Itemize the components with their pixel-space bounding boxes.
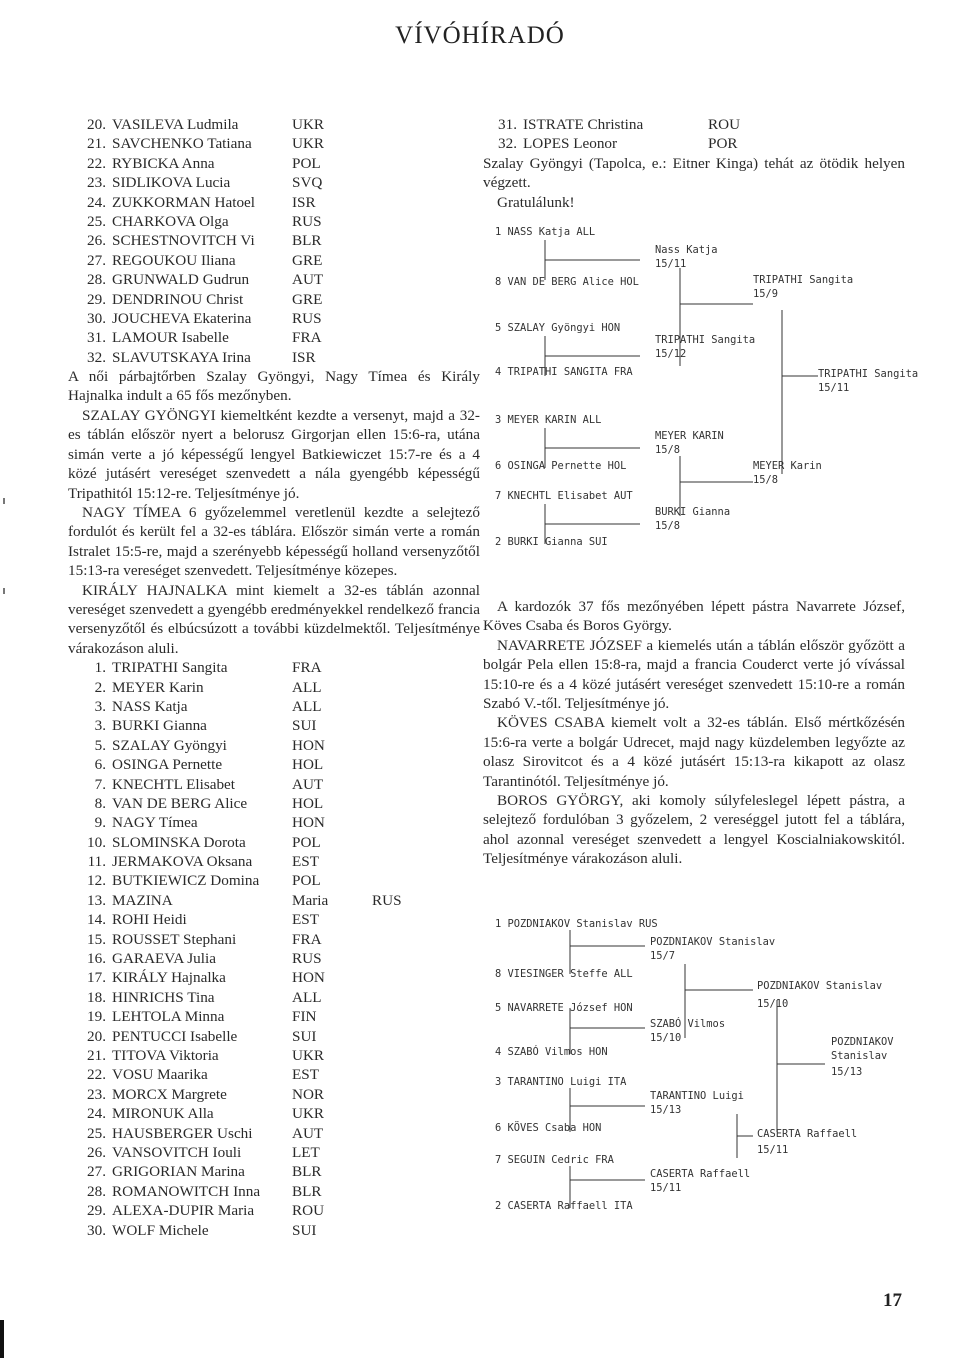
ranking-row — [68, 1065, 480, 1084]
bracket-score: 15/10 — [650, 1032, 682, 1044]
ranking-row — [68, 1143, 480, 1162]
bracket-entrant: 3 TARANTINO Luigi ITA — [495, 1076, 627, 1088]
rank-number: 26. — [87, 1143, 106, 1161]
fencer-name: VANSOVITCH Iouli — [112, 1143, 242, 1161]
bracket-winner: POZDNIAKOV Stanislav — [650, 936, 776, 948]
sabre-intro-paragraph: A kardozók 37 fős mezőnyében lépett pástra Navarrete József, Köves Csaba és Boros György. — [483, 598, 905, 635]
ranking-row — [483, 115, 905, 134]
rank-number: 14. — [87, 911, 106, 929]
ranking-row — [68, 871, 480, 890]
ranking-row — [68, 251, 480, 270]
fencer-name: CHARKOVA Olga — [112, 212, 229, 230]
bracket-entrant: 3 MEYER KARIN ALL — [495, 414, 602, 426]
fencer-name: GARAEVA Julia — [112, 950, 216, 968]
rank-number: 1. — [94, 659, 106, 677]
fencer-name: VAN DE BERG Alice — [112, 794, 248, 812]
fencer-name: VASILEVA Ludmila — [112, 116, 239, 133]
fencer-name: JOUCHEVA Ekaterina — [112, 309, 252, 327]
fencer-name: MORCX Margrete — [112, 1085, 227, 1103]
bracket-final-winner: POZDNIAKOV — [831, 1036, 894, 1048]
fencer-nation: RUS — [292, 950, 322, 968]
fencer-nation: RUS — [292, 309, 322, 327]
rank-number: 10. — [87, 833, 106, 851]
fencer-name: GRUNWALD Gudrun — [112, 271, 250, 289]
bracket-semifinal-winner: CASERTA Raffaell — [757, 1128, 858, 1140]
bracket-score: 15/9 — [753, 288, 779, 300]
ranking-row — [68, 1104, 480, 1123]
rank-number: 9. — [94, 814, 106, 832]
fencer-nation: ISR — [292, 348, 316, 366]
fencer-nation-extra: RUS — [372, 891, 402, 909]
fencer-nation: AUT — [292, 1124, 324, 1142]
rank-number: 11. — [87, 853, 106, 871]
ranking-row — [68, 231, 480, 250]
fencer-name: ROUSSET Stephani — [112, 930, 237, 948]
rank-number: 19. — [87, 1008, 106, 1026]
fencer-nation: BLR — [292, 232, 322, 250]
rank-number: 32. — [498, 135, 517, 153]
fencer-nation: EST — [292, 853, 320, 871]
fencer-nation: ALL — [292, 697, 322, 715]
rank-number: 29. — [87, 1202, 106, 1220]
rank-number: 8. — [94, 794, 106, 812]
fencer-name: TRIPATHI Sangita — [112, 659, 228, 677]
fencer-nation: BLR — [292, 1163, 322, 1181]
fencer-name: ALEXA-DUPIR Maria — [112, 1202, 255, 1220]
men-sabre-bracket — [495, 918, 925, 1218]
fencer-nation: UKR — [292, 1046, 325, 1064]
ranking-row — [68, 658, 480, 677]
bracket-score: 15/10 — [757, 998, 789, 1010]
fencer-name: KIRÁLY Hajnalka — [112, 969, 226, 987]
bracket-entrant: 6 OSINGA Pernette HOL — [495, 460, 627, 472]
ranking-row — [68, 1221, 480, 1240]
ranking-row — [68, 949, 480, 968]
right-column-sabre-text — [483, 597, 905, 869]
fencer-name: NASS Katja — [112, 697, 188, 715]
rank-number: 3. — [94, 717, 106, 735]
ranking-row — [68, 1201, 480, 1220]
fencer-nation: POL — [292, 872, 321, 890]
bracket-winner: TRIPATHI Sangita — [655, 334, 756, 346]
ranking-row — [68, 309, 480, 328]
fencer-name: VOSU Maarika — [112, 1066, 208, 1084]
fencer-nation: POL — [292, 833, 321, 851]
fencer-nation: ROU — [708, 116, 741, 133]
fencer-nation: ROU — [292, 1202, 325, 1220]
fencer-name: TITOVA Viktoria — [112, 1046, 219, 1064]
scan-edge-mark — [3, 588, 5, 594]
rank-number: 20. — [87, 1027, 106, 1045]
fencer-name: GRIGORIAN Marina — [112, 1163, 245, 1181]
bracket-entrant: 1 POZDNIAKOV Stanislav RUS — [495, 918, 658, 930]
fencer-nation: AUT — [292, 775, 324, 793]
women-ranking-end — [483, 115, 905, 154]
rank-number: 20. — [87, 116, 106, 133]
ranking-row — [68, 173, 480, 192]
fencer-name: SLOMINSKA Dorota — [112, 833, 246, 851]
fencer-nation: Maria — [292, 891, 329, 909]
ranking-row — [68, 1124, 480, 1143]
ranking-row — [68, 930, 480, 949]
ranking-row — [68, 716, 480, 735]
ranking-row — [68, 212, 480, 231]
ranking-row — [68, 775, 480, 794]
bracket-score: 15/8 — [655, 520, 681, 532]
fencer-name: HINRICHS Tina — [112, 988, 215, 1006]
bracket-winner: MEYER KARIN — [655, 430, 724, 442]
ranking-row — [68, 988, 480, 1007]
fencer-name: PENTUCCI Isabelle — [112, 1027, 238, 1045]
bracket-entrant: 7 KNECHTL Elisabet AUT — [495, 490, 633, 502]
rank-number: 15. — [87, 930, 106, 948]
fencer-nation: HON — [292, 736, 325, 754]
fencer-nation: FRA — [292, 329, 322, 347]
fencer-name: SIDLIKOVA Lucia — [112, 174, 231, 192]
fencer-name: LOPES Leonor — [523, 135, 618, 153]
bracket-entrant: 8 VAN DE BERG Alice HOL — [495, 276, 639, 288]
ranking-row — [68, 852, 480, 871]
bracket-entrant: 2 BURKI Gianna SUI — [495, 536, 608, 548]
bracket-score: 15/13 — [650, 1104, 682, 1116]
fencer-nation: FRA — [292, 659, 322, 677]
fencer-name: ZUKKORMAN Hatoel — [112, 193, 255, 211]
ranking-row — [68, 134, 480, 153]
fencer-name: NAGY Tímea — [112, 814, 198, 832]
ranking-row — [68, 1007, 480, 1026]
bracket-score: 15/8 — [655, 444, 681, 456]
rank-number: 3. — [94, 697, 106, 715]
kiraly-paragraph: KIRÁLY HAJNALKA mint kiemelt a 32-es táblán azonnal vereséget szenvedett a gyengébb eredményekkel rendelkező francia versenyzőtől és elbúcsúzott a további küzdelmektől. Teljesítménye várakozáson aluli. — [68, 581, 480, 657]
ranking-row — [68, 328, 480, 347]
fencer-name: SAVCHENKO Tatiana — [112, 135, 252, 153]
ranking-row — [68, 154, 480, 173]
fencer-name: ROHI Heidi — [112, 911, 187, 929]
fencer-name: BUTKIEWICZ Domina — [112, 872, 260, 890]
fencer-name: MAZINA — [112, 891, 173, 909]
bracket-score: 15/12 — [655, 348, 687, 360]
boros-paragraph: BOROS GYÖRGY, aki komoly súlyfeleslegel lépett pástra, a selejtező fordulóban 3 győzelem, 2 vereséggel jutott fel a táblára, ahol azonnal vereséget szenvedett a lengyel Koscialniakowskitól. Teljesítménye várakozáson aluli. — [483, 792, 905, 868]
rank-number: 27. — [87, 251, 106, 269]
fencer-name: BURKI Gianna — [112, 717, 207, 735]
bracket-entrant: 8 VIESINGER Steffe ALL — [495, 968, 633, 980]
bracket-score: 15/13 — [831, 1066, 863, 1078]
fencer-nation: BLR — [292, 1182, 322, 1200]
bracket-score: 15/11 — [650, 1182, 682, 1194]
bracket-winner: CASERTA Raffaell — [650, 1168, 751, 1180]
ranking-row — [68, 1027, 480, 1046]
rank-number: 30. — [87, 1221, 106, 1239]
fencer-nation: ALL — [292, 988, 322, 1006]
fencer-name: OSINGA Pernette — [112, 756, 223, 774]
bracket-entrant: 5 SZALAY Gyöngyi HON — [495, 322, 621, 334]
ranking-row — [68, 813, 480, 832]
bracket-score: 15/11 — [655, 258, 687, 270]
ranking-row — [68, 678, 480, 697]
bracket-entrant: 5 NAVARRETE József HON — [495, 1002, 633, 1014]
rank-number: 31. — [498, 116, 517, 133]
ranking-row — [68, 115, 480, 134]
rank-number: 18. — [87, 988, 106, 1006]
fencer-nation: AUT — [292, 271, 324, 289]
rank-number: 24. — [87, 193, 106, 211]
nagy-paragraph: NAGY TÍMEA 6 győzelemmel veretlenül kezdte a selejtező fordulót és került fel a 32-es táblára. Először simán verte a román Istralet 15:5-re, majd a szerényebb képességű holland versenyzőtől 15:13-ra vereséget szenvedett. Teljesítménye közepes. — [68, 503, 480, 580]
rank-number: 31. — [87, 329, 106, 347]
fencer-nation: EST — [292, 1066, 320, 1084]
navarrete-paragraph: NAVARRETE JÓZSEF a kiemelés után a táblán először győzött a bolgár Pela ellen 15:8-ra, majd a francia Couderct verte jó vívással 15:10-re és a 4 közé jutásért vereséget szenvedett 15:10-re a román Szabó V.-től. Teljesítménye jó. — [483, 636, 905, 713]
fencer-nation: SUI — [292, 717, 317, 735]
fencer-nation: NOR — [292, 1085, 325, 1103]
bracket-final-winner-given: Stanislav — [831, 1050, 888, 1062]
rank-number: 6. — [94, 756, 106, 774]
rank-number: 21. — [87, 1046, 106, 1064]
ranking-row — [68, 1046, 480, 1065]
rank-number: 29. — [87, 290, 106, 308]
page-header-title: VÍVÓHÍRADÓ — [395, 22, 565, 49]
fencer-name: LAMOUR Isabelle — [112, 329, 229, 347]
bracket-score: 15/11 — [818, 382, 850, 394]
fencer-nation: UKR — [292, 1105, 325, 1123]
ranking-row — [68, 1162, 480, 1181]
congrats-text: Gratulálunk! — [497, 193, 575, 211]
rank-number: 17. — [87, 969, 106, 987]
rank-number: 22. — [87, 154, 106, 172]
fencer-name: LEHTOLA Minna — [112, 1008, 225, 1026]
fencer-name: DENDRINOU Christ — [112, 290, 244, 308]
bracket-entrant: 6 KÖVES Csaba HON — [495, 1122, 602, 1134]
ranking-row — [68, 755, 480, 774]
fencer-nation: SUI — [292, 1027, 317, 1045]
fencer-name: ROMANOWITCH Inna — [112, 1182, 261, 1200]
rank-number: 22. — [87, 1066, 106, 1084]
fencer-name: KNECHTL Elisabet — [112, 775, 236, 793]
bracket-semifinal-winner: POZDNIAKOV Stanislav — [757, 980, 883, 992]
rank-number: 5. — [94, 736, 106, 754]
rank-number: 13. — [87, 891, 106, 909]
fencer-nation: UKR — [292, 116, 325, 133]
bracket-entrant: 2 CASERTA Raffaell ITA — [495, 1200, 633, 1212]
rank-number: 25. — [87, 1124, 106, 1142]
ranking-row — [68, 736, 480, 755]
scan-edge-bar — [0, 1320, 4, 1358]
ranking-row — [68, 1182, 480, 1201]
rank-number: 16. — [87, 950, 106, 968]
bracket-winner: Nass Katja — [655, 244, 718, 256]
fencer-nation: GRE — [292, 290, 323, 308]
rank-number: 28. — [87, 271, 106, 289]
fencer-nation: LET — [292, 1143, 320, 1161]
fencer-nation: FIN — [292, 1008, 317, 1026]
rank-number: 12. — [87, 872, 106, 890]
fencer-nation: GRE — [292, 251, 323, 269]
ranking-row — [68, 1085, 480, 1104]
fencer-name: REGOUKOU Iliana — [112, 251, 236, 269]
rank-number: 23. — [87, 1085, 106, 1103]
fencer-nation: HON — [292, 814, 325, 832]
fencer-name: WOLF Michele — [112, 1221, 209, 1239]
rank-number: 32. — [87, 348, 106, 366]
bracket-entrant: 7 SEGUIN Cedric FRA — [495, 1154, 614, 1166]
ranking-row — [68, 968, 480, 987]
bracket-entrant: 1 NASS Katja ALL — [495, 226, 596, 238]
fencer-nation: ISR — [292, 193, 316, 211]
bracket-score: 15/8 — [753, 474, 779, 486]
bracket-score: 15/11 — [757, 1144, 789, 1156]
bracket-winner: SZABÓ Vilmos — [650, 1018, 726, 1030]
women-ranking-continued — [68, 115, 480, 367]
szalay-result-paragraph: Szalay Gyöngyi (Tapolca, e.: Eitner Kinga) tehát az ötödik helyen végzett. — [483, 154, 905, 192]
rank-number: 26. — [87, 232, 106, 250]
women-epee-bracket — [495, 226, 925, 566]
fencer-name: HAUSBERGER Uschi — [112, 1124, 253, 1142]
fencer-nation: POR — [708, 135, 738, 153]
rank-number: 24. — [87, 1105, 106, 1123]
fencer-nation: FRA — [292, 930, 322, 948]
fencer-name: ISTRATE Christina — [523, 116, 644, 133]
ranking-row — [68, 833, 480, 852]
fencer-nation: ALL — [292, 678, 322, 696]
women-final-ranking — [68, 658, 480, 1240]
rank-number: 27. — [87, 1163, 106, 1181]
scan-edge-mark — [3, 498, 5, 504]
fencer-nation: HOL — [292, 756, 324, 774]
fencer-name: SCHESTNOVITCH Vi — [112, 232, 255, 250]
rank-number: 21. — [87, 135, 106, 153]
rank-number: 30. — [87, 309, 106, 327]
bracket-semifinal-winner: TRIPATHI Sangita — [753, 274, 854, 286]
rank-number: 23. — [87, 174, 106, 192]
bracket-entrant: 4 SZABÓ Vilmos HON — [495, 1046, 608, 1058]
fencer-nation: SUI — [292, 1221, 317, 1239]
right-column — [483, 115, 905, 212]
fencer-nation: RUS — [292, 212, 322, 230]
ranking-row — [68, 270, 480, 289]
fencer-nation: SVQ — [292, 174, 323, 192]
ranking-row — [483, 134, 905, 153]
fencer-nation: POL — [292, 154, 321, 172]
fencer-nation: HOL — [292, 794, 324, 812]
rank-number: 2. — [94, 678, 106, 696]
bracket-winner: BURKI Gianna — [655, 506, 731, 518]
bracket-final-winner: TRIPATHI Sangita — [818, 368, 919, 380]
bracket-winner: TARANTINO Luigi — [650, 1090, 744, 1102]
women-intro-paragraph: A női párbajtőrben Szalay Gyöngyi, Nagy Tímea és Király Hajnalka indult a 65 fős mezőnyben. — [68, 368, 480, 405]
ranking-row — [68, 193, 480, 212]
fencer-name: RYBICKA Anna — [112, 154, 215, 172]
rank-number: 28. — [87, 1182, 106, 1200]
fencer-name: SLAVUTSKAYA Irina — [112, 348, 251, 366]
ranking-row — [68, 891, 480, 910]
ranking-row — [68, 697, 480, 716]
page-number: 17 — [883, 1290, 902, 1311]
bracket-entrant: 4 TRIPATHI SANGITA FRA — [495, 366, 633, 378]
ranking-row — [68, 794, 480, 813]
fencer-nation: EST — [292, 911, 320, 929]
koves-paragraph: KÖVES CSABA kiemelt volt a 32-es táblán. Első mértkőzésén 15:6-ra verte a bolgár Udrecet, majd nagy küzdelemben legyőzte az olasz Sirovitcot és a 4 közé jutásért 15:13-ra kikapott az olasz Tarantinótól. Teljesítménye jó. — [483, 714, 905, 790]
ranking-row — [68, 348, 480, 367]
ranking-row — [68, 290, 480, 309]
ranking-row — [68, 910, 480, 929]
rank-number: 25. — [87, 212, 106, 230]
fencer-nation: UKR — [292, 135, 325, 153]
bracket-semifinal-winner: MEYER Karin — [753, 460, 822, 472]
fencer-name: MIRONUK Alla — [112, 1105, 214, 1123]
fencer-name: JERMAKOVA Oksana — [112, 853, 253, 871]
bracket-score: 15/7 — [650, 950, 676, 962]
left-column — [68, 115, 480, 1240]
fencer-nation: HON — [292, 969, 325, 987]
rank-number: 7. — [94, 775, 106, 793]
fencer-name: MEYER Karin — [112, 678, 204, 696]
szalay-paragraph: SZALAY GYÖNGYI kiemeltként kezdte a versenyt, majd a 32-es táblán először nyert a belorusz Girgorjan ellen 15:6-ra, utána simán verte a jó képességű lengyel Batkiewiczet 15:7-re és a 4 közé jutásért vereséget szenvedett a nála gyengébb képességű Tripathitól 15:12-re. Teljesítménye jó. — [68, 406, 480, 502]
fencer-name: SZALAY Gyöngyi — [112, 736, 227, 754]
